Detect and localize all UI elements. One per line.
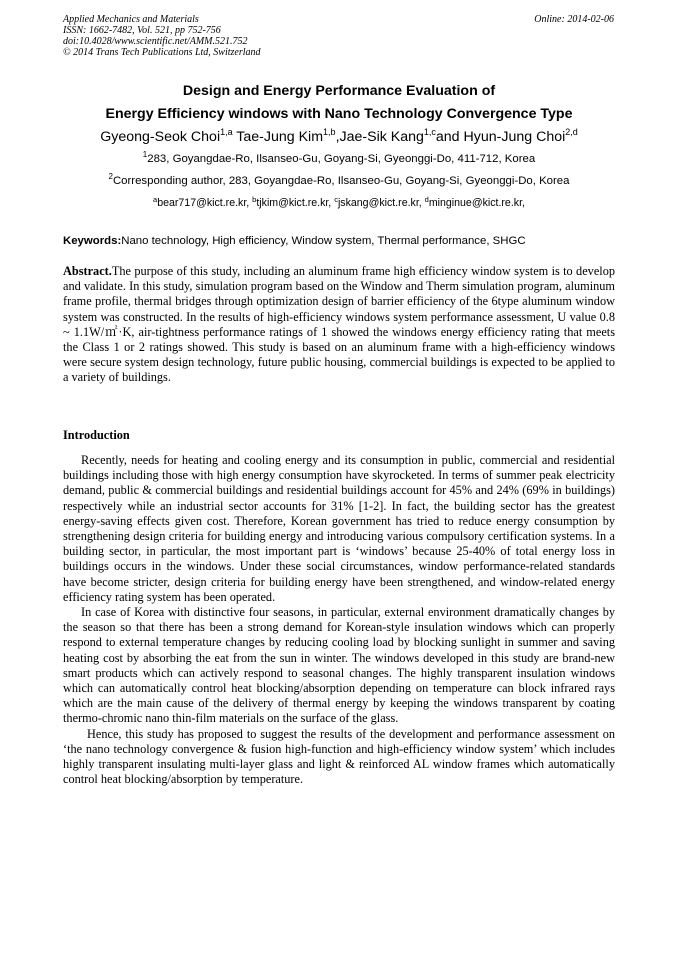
author-name: Tae-Jung Kim: [232, 129, 324, 145]
affiliation-text: Corresponding author, 283, Goyangdae-Ro, Ilsanseo-Gu, Goyang-Si, Gyeonggi-Do, Korea: [112, 175, 570, 187]
keywords: [63, 234, 615, 248]
abstract: [63, 264, 615, 386]
keywords-text: Nano technology, High efficiency, Window system, Thermal performance, SHGC: [121, 235, 526, 247]
author-name: ,Jae-Sik Kang: [335, 129, 424, 145]
keywords-label: Keywords:: [63, 235, 122, 247]
affiliation-2: [63, 170, 615, 192]
doi-line: doi:10.4028/www.scientific.net/AMM.521.752: [63, 36, 248, 47]
email-link[interactable]: minginue@kict.re.kr,: [428, 197, 525, 209]
paragraph: In case of Korea with distinctive four seasons, in particular, external environment dramatically changes by the season so that there has been a strong demand for Korean-style insulation windows which can properly respond to external temperature changes by reducing cooling load by blocking sunlight in summer and saving heating cost by absorbing the eat from the sun in winter. The windows developed in this study are brand-new smart products which can actively respond to seasonal changes. The highly transparent insulation windows which can automatically control heat blocking/absorption depending on temperature can block infrared rays which are the main cause of the delivery of thermal energy by keeping the windows transparent by coating thermo-chromic nano thin-film materials on the surface of the glass.: [63, 605, 615, 726]
journal-header: [63, 14, 261, 58]
author-sup: 1,b: [323, 127, 336, 137]
online-date: Online: 2014-02-06: [534, 14, 614, 25]
paragraph: Recently, needs for heating and cooling energy and its consumption in public, commercial and residential buildings including those with high energy consumption have skyrocketed. In terms of summer peak electricity demand, public & commercial buildings and residential buildings account for 45% and 24% (69% in buildings) respectively while an industrial sector accounts for 31% [1-2]. In fact, the building sector has the greatest energy-saving effects given cost. Therefore, Korean government has tried to reduce energy consumption by strengthening design criteria for building energy and introducing various compulsory certification systems. In a building sector, in particular, the most important part is ‘windows’ because 25-40% of total energy loss in buildings occurs in the windows. Under these social circumstances, window performance-related standards have become stricter, design criteria for building energy have been strengthened, and window-related energy efficiency rating system has been operated.: [63, 453, 615, 604]
paragraph: Hence, this study has proposed to suggest the results of the development and performance assessment on ‘the nano technology convergence & fusion high-function and high-efficiency window system’ which includes highly transparent insulating multi-layer glass and light & reinforced AL window frames which automatically control heat blocking/absorption by temperature.: [63, 726, 615, 787]
introduction-body: [63, 453, 615, 787]
affiliation-text: 283, Goyangdae-Ro, Ilsanseo-Gu, Goyang-Si, Gyeonggi-Do, 411-712, Korea: [147, 153, 536, 165]
affiliation-1: [63, 148, 615, 170]
email-link[interactable]: jskang@kict.re.kr,: [337, 197, 425, 209]
author-name: Gyeong-Seok Choi: [100, 129, 221, 145]
email-sup: a: [153, 195, 158, 204]
copyright-line: © 2014 Trans Tech Publications Ltd, Switzerland: [63, 47, 261, 58]
email-sup: b: [252, 195, 257, 204]
title-block: [63, 80, 615, 214]
journal-name: Applied Mechanics and Materials: [63, 14, 199, 25]
issn-line: ISSN: 1662-7482, Vol. 521, pp 752-756: [63, 25, 221, 36]
author-sup: 1,c: [423, 127, 436, 137]
author-sup: 1,a: [220, 127, 233, 137]
author-name: and Hyun-Jung Choi: [435, 129, 566, 145]
author-list: [63, 126, 615, 148]
email-sup: c: [334, 195, 338, 204]
affiliation-sup: 1: [142, 150, 148, 159]
title-line-1: Design and Energy Performance Evaluation of: [182, 83, 496, 99]
email-list: [63, 192, 615, 214]
section-heading-introduction: Introduction: [63, 428, 130, 442]
title-line-2: Energy Efficiency windows with Nano Technology Convergence Type: [105, 106, 573, 122]
abstract-label: Abstract.: [63, 264, 112, 278]
email-link[interactable]: bear717@kict.re.kr,: [157, 197, 253, 209]
email-link[interactable]: tjkim@kict.re.kr,: [256, 197, 335, 209]
abstract-text: The purpose of this study, including an aluminum frame high efficiency window system is to develop and validate. In this study, simulation program based on the Window and Therm simulation program, aluminum frame profile, thermal bridges through optimization design of barrier efficiency of the 6type aluminum window system was constructed. In the results of high-efficiency windows system performance assessment, U value 0.8 ~ 1.1W/㎡·K, air-tightness performance ratings of 1 showed the windows energy efficiency rating that meets the Class 1 or 2 ratings showed. This study is based on an aluminum frame with a high-efficiency windows were secure system design technology, future public housing, commercial buildings is expected to be applied to a variety of buildings.: [63, 264, 615, 385]
author-sup: 2,d: [565, 127, 578, 137]
email-sup: d: [424, 195, 429, 204]
affiliation-sup: 2: [108, 172, 113, 181]
